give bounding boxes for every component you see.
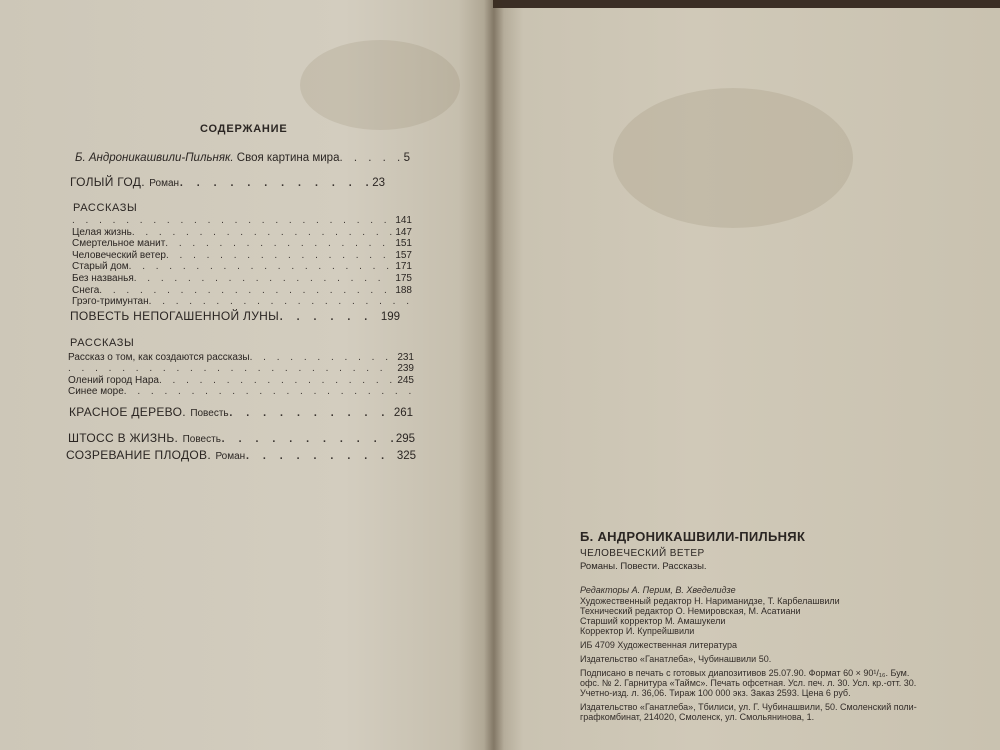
print-line: офс. № 2. Гарнитура «Таймс». Печать офсетная. Усл. печ. л. 30. Усл. кр.-отт. 30. <box>580 678 917 688</box>
toc-story-entry <box>72 238 412 249</box>
toc-entry-title: Смертельное манит <box>72 238 166 250</box>
toc-page-number: 325 <box>396 450 416 462</box>
toc-entry-title: Целая жизнь <box>72 226 132 238</box>
toc-entry-shtoss <box>68 429 415 447</box>
leader-dots <box>129 261 393 272</box>
toc-entry-title: Своя картина мира <box>236 152 340 164</box>
toc-page-number: 157 <box>395 249 412 261</box>
toc-page-number: 5 <box>403 152 410 164</box>
print-line: Подписано в печать с готовых диапозитивов 25.07.90. Формат 60 × 90¹/₁₆. Бум. <box>580 668 910 678</box>
publisher-line: Издательство «Ганатлеба», Чубинашвили 50. <box>580 654 772 664</box>
toc-page-number: 151 <box>395 238 412 250</box>
toc-entry-title: Олений город Нара <box>68 374 159 386</box>
toc-entry-title: СОЗРЕВАНИЕ ПЛОДОВ. <box>66 448 211 462</box>
leader-dots <box>339 152 400 164</box>
right-page <box>493 8 1000 750</box>
toc-entry-title: ГОЛЫЙ ГОД. <box>70 175 145 189</box>
toc-story-entry <box>68 375 414 386</box>
toc-story-entry <box>68 352 414 363</box>
leader-dots <box>179 173 369 191</box>
section-heading-stories-1: РАССКАЗЫ <box>73 202 138 214</box>
toc-page-number: 245 <box>397 374 414 386</box>
leader-dots <box>132 227 393 238</box>
toc-entry-krasnoe-derevo <box>69 403 413 421</box>
leader-dots <box>68 363 394 374</box>
toc-entry-title: КРАСНОЕ ДЕРЕВО. <box>69 405 186 419</box>
address-line: графкомбинат, 214020, Смоленск, ул. Смольянинова, 1. <box>580 712 815 722</box>
toc-page-number: 295 <box>395 433 415 445</box>
toc-story-entry <box>72 285 412 296</box>
ib-line: ИБ 4709 Художественная литература <box>580 640 737 650</box>
leader-dots <box>72 215 392 226</box>
credit-line: Корректор И. Купрейшвили <box>580 626 695 636</box>
leader-dots <box>159 375 394 386</box>
colophon-author: Б. АНДРОНИКАШВИЛИ-ПИЛЬНЯК <box>580 529 806 544</box>
toc-story-entry <box>72 215 412 226</box>
toc-page-number: 175 <box>395 273 412 284</box>
toc-story-entry <box>72 296 412 307</box>
leader-dots <box>245 446 394 464</box>
leader-dots <box>134 273 393 284</box>
print-line: Учетно-изд. л. 36,06. Тираж 100 000 экз. Заказ 2593. Цена 6 руб. <box>580 688 851 698</box>
credit-line: Художественный редактор Н. Нариманидзе, Т. Карбелашвили <box>580 596 840 606</box>
leader-dots <box>250 352 395 363</box>
toc-entry-title: Грэго-тримунтан <box>72 296 149 308</box>
toc-entry-title: Старый дом <box>72 261 129 273</box>
toc-story-entry <box>68 363 414 374</box>
toc-entry-title: Человеческий ветер <box>72 249 166 261</box>
toc-page-number: 23 <box>372 177 385 189</box>
book-gutter <box>484 0 504 750</box>
toc-page-number: 147 <box>395 226 412 238</box>
toc-page-number: 199 <box>380 311 400 323</box>
colophon-title: ЧЕЛОВЕЧЕСКИЙ ВЕТЕР <box>580 548 705 559</box>
toc-page-number: 188 <box>395 284 412 296</box>
toc-page-number: 231 <box>397 352 414 363</box>
credit-line: Редакторы А. Перим, В. Хведелидзе <box>580 585 736 595</box>
toc-entry-intro <box>75 152 410 164</box>
page-stain <box>613 88 853 228</box>
credit-line: Технический редактор О. Немировская, М. Асатиани <box>580 606 801 616</box>
toc-entry-title: Синее море <box>68 385 124 397</box>
page-stain <box>300 40 460 130</box>
toc-page-number: 141 <box>395 215 412 226</box>
toc-page-number: 239 <box>397 363 414 375</box>
toc-entry-title: Снега <box>72 284 100 296</box>
toc-story-entry <box>72 250 412 261</box>
leader-dots <box>165 238 392 249</box>
colophon-genre: Романы. Повести. Рассказы. <box>580 561 707 572</box>
leader-dots <box>221 429 393 447</box>
toc-entry-subtitle: Повесть <box>182 434 221 445</box>
leader-dots <box>99 285 392 296</box>
leader-dots <box>149 296 409 307</box>
toc-entry-title: ШТОСС В ЖИЗНЬ. <box>68 431 179 445</box>
credit-line: Старший корректор М. Амашукели <box>580 616 726 626</box>
toc-story-entry <box>72 273 412 284</box>
leader-dots <box>229 403 391 421</box>
toc-entry-povest-luny <box>70 307 400 325</box>
toc-story-entry <box>72 227 412 238</box>
toc-story-entry <box>68 386 414 397</box>
toc-heading: СОДЕРЖАНИЕ <box>200 123 288 135</box>
leader-dots <box>279 307 378 325</box>
toc-entry-title: Рассказ о том, как создаются рассказы <box>68 352 250 363</box>
leader-dots <box>124 386 411 397</box>
toc-entry-author: Б. Андроникашвили-Пильняк. <box>75 152 234 164</box>
toc-entry-subtitle: Повесть <box>190 408 229 419</box>
toc-page-number: 261 <box>393 407 413 419</box>
toc-entry-title: ПОВЕСТЬ НЕПОГАШЕННОЙ ЛУНЫ <box>70 309 280 323</box>
section-heading-stories-2: РАССКАЗЫ <box>70 337 135 349</box>
toc-entry-subtitle: Роман <box>215 451 246 462</box>
leader-dots <box>166 250 392 261</box>
toc-page-number: 171 <box>395 261 412 273</box>
toc-entry-sozrevanie <box>66 446 416 464</box>
toc-entry-golyi-god <box>70 173 385 191</box>
toc-entry-subtitle: Роман <box>149 178 180 189</box>
toc-story-entry <box>72 261 412 272</box>
toc-entry-title: Без названья <box>72 273 134 284</box>
address-line: Издательство «Ганатлеба», Тбилиси, ул. Г. Чубинашвили, 50. Смоленский поли- <box>580 702 917 712</box>
